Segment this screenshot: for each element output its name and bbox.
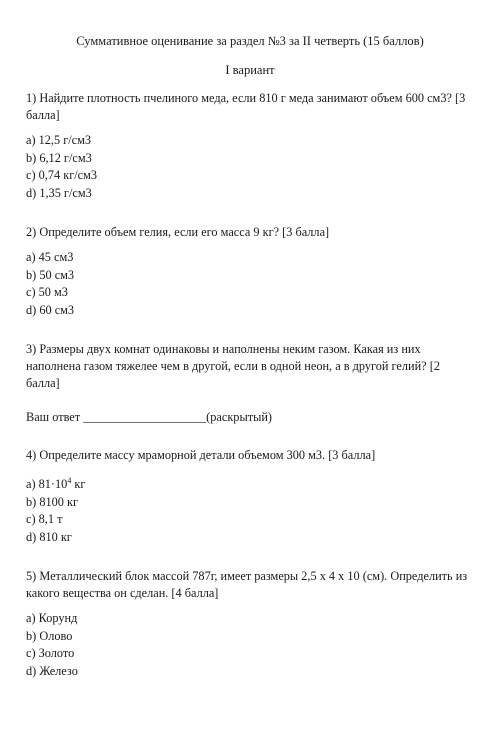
question-2: 2) Определите объем гелия, если его масса 9 кг? [3 балла] <box>26 225 330 239</box>
question-5: 5) Металлический блок массой 787г, имеет размеры 2,5 х 4 х 10 (см). Определить из какого вещества он сделан. [4 балла] <box>26 569 468 601</box>
option-1b: b) 6,12 г/см3 <box>26 150 92 165</box>
option-4a-base: a) 81·10 <box>26 477 68 492</box>
question-4: 4) Определите массу мраморной детали объемом 300 м3. [3 балла] <box>26 448 376 462</box>
option-2a: a) 45 см3 <box>26 250 74 264</box>
page-title: Суммативное оценивание за раздел №3 за II четверть (15 баллов) <box>76 34 424 48</box>
option-1d: d) 1,35 г/см3 <box>26 185 92 200</box>
option-2b: b) 50 см3 <box>26 267 75 282</box>
option-4a-unit: кг <box>71 477 86 492</box>
option-2c: c) 50 м3 <box>26 285 68 299</box>
option-5c: c) Золото <box>26 646 75 661</box>
option-4c: c) 8,1 т <box>26 512 63 527</box>
question-1: 1) Найдите плотность пчелиного меда, если 810 г меда занимают объем 600 см3? [3 балла] <box>26 91 466 122</box>
question-2-options <box>26 249 474 319</box>
question-4-options <box>26 472 474 546</box>
option-5a: a) Корунд <box>26 611 78 626</box>
variant-label: I вариант <box>225 63 275 77</box>
option-1c: c) 0,74 кг/см3 <box>26 168 98 182</box>
option-5d: d) Железо <box>26 663 78 678</box>
question-1-options <box>26 132 474 202</box>
question-5-options <box>26 610 474 680</box>
option-5b: b) Олово <box>26 628 73 643</box>
option-4b: b) 8100 кг <box>26 494 79 509</box>
option-2d: d) 60 см3 <box>26 302 75 317</box>
answer-line: Ваш ответ ____________________(раскрытый) <box>26 410 273 424</box>
option-1a: a) 12,5 г/см3 <box>26 133 92 147</box>
option-4a <box>26 472 474 494</box>
question-3: 3) Размеры двух комнат одинаковы и наполнены неким газом. Какая из них наполнена газом тяжелее чем в другой, если в одной неон, а в другой гелий? [2 балла] <box>26 342 440 390</box>
option-4d: d) 810 кг <box>26 529 72 544</box>
option-4a-exponent: 4 <box>67 476 72 485</box>
